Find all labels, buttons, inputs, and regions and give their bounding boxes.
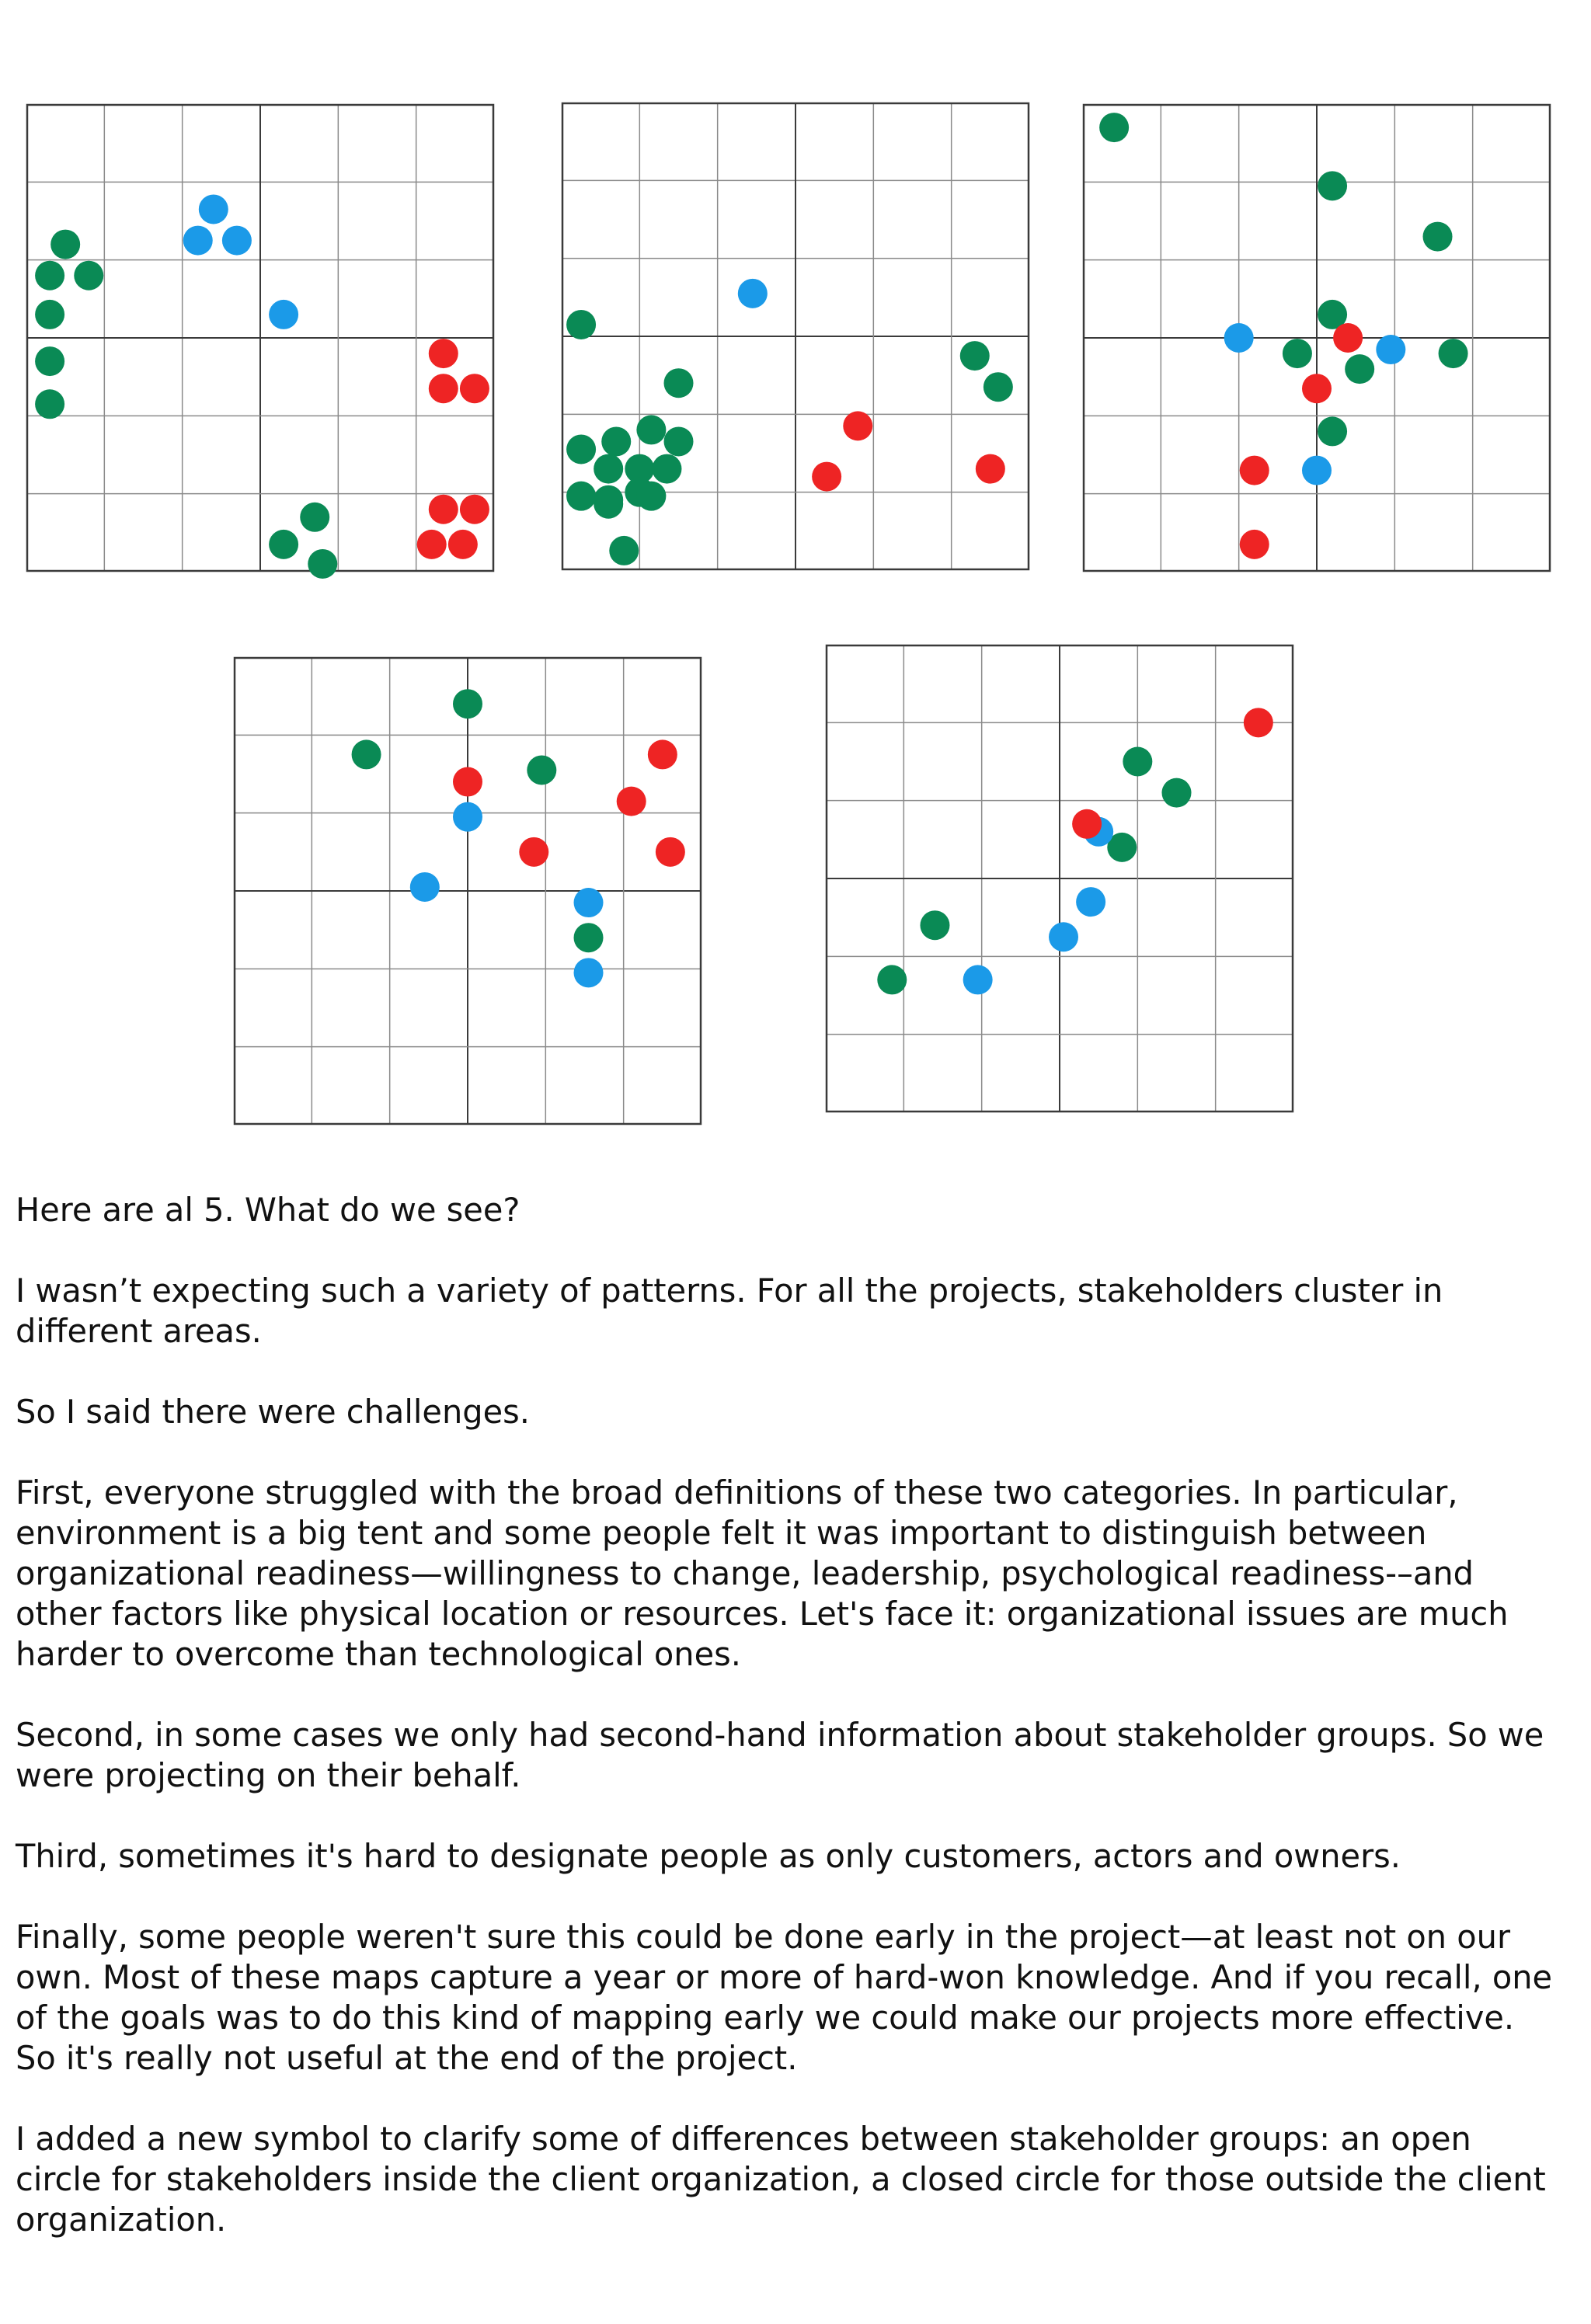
green-stakeholder-point [960, 341, 990, 371]
red-stakeholder-point [976, 454, 1005, 484]
green-stakeholder-point [594, 489, 623, 519]
paragraph-challenges: So I said there were challenges. [16, 1393, 530, 1431]
red-stakeholder-point [460, 374, 489, 403]
blue-stakeholder-point [410, 872, 440, 902]
green-stakeholder-point [1345, 354, 1374, 384]
stakeholder-map-3 [1083, 104, 1551, 572]
green-stakeholder-point [652, 454, 681, 484]
red-stakeholder-point [617, 787, 646, 816]
green-stakeholder-point [308, 549, 337, 579]
green-stakeholder-point [664, 426, 694, 456]
red-stakeholder-point [448, 530, 478, 559]
red-stakeholder-point [656, 837, 685, 867]
green-stakeholder-point [1283, 339, 1312, 368]
blue-stakeholder-point [574, 958, 604, 987]
green-stakeholder-point [35, 300, 64, 329]
green-stakeholder-point [1423, 222, 1453, 252]
stakeholder-map-1 [26, 104, 494, 572]
red-stakeholder-point [1333, 323, 1363, 353]
red-stakeholder-point [519, 837, 548, 867]
blue-stakeholder-point [963, 965, 993, 994]
red-stakeholder-point [1072, 809, 1102, 839]
green-stakeholder-point [50, 230, 80, 259]
blue-stakeholder-point [183, 226, 213, 256]
green-stakeholder-point [35, 389, 64, 419]
blue-stakeholder-point [574, 888, 604, 917]
green-stakeholder-point [74, 261, 103, 290]
green-stakeholder-point [1439, 339, 1468, 368]
red-stakeholder-point [843, 411, 872, 440]
blue-stakeholder-point [222, 226, 252, 256]
blue-stakeholder-point [1224, 323, 1254, 353]
red-stakeholder-point [417, 530, 447, 559]
blue-stakeholder-point [199, 194, 228, 224]
blue-stakeholder-point [1076, 887, 1105, 917]
paragraph-new-symbol: I added a new symbol to clarify some of differences between stakeholder groups: an open circle for stakeholders inside the client organization, a closed circle for those outside the client organization. [16, 2120, 1546, 2239]
green-stakeholder-point [636, 482, 666, 511]
green-stakeholder-point [609, 536, 639, 565]
green-stakeholder-point [566, 434, 596, 464]
red-stakeholder-point [1240, 456, 1269, 485]
green-stakeholder-point [877, 965, 907, 994]
stakeholder-map-2 [562, 103, 1029, 570]
green-stakeholder-point [566, 482, 596, 511]
red-stakeholder-point [1244, 708, 1273, 737]
blue-stakeholder-point [1049, 922, 1078, 952]
green-stakeholder-point [566, 310, 596, 339]
green-stakeholder-point [35, 346, 64, 376]
red-stakeholder-point [1302, 374, 1332, 403]
green-stakeholder-point [35, 261, 64, 290]
blue-stakeholder-point [453, 802, 482, 832]
body-text [16, 1190, 1561, 2281]
green-stakeholder-point [453, 689, 482, 718]
paragraph-third: Third, sometimes it's hard to designate people as only customers, actors and owners. [16, 1837, 1401, 1875]
green-stakeholder-point [601, 426, 631, 456]
paragraph-observation: I wasn’t expecting such a variety of patterns. For all the projects, stakeholders cluster in different areas. [16, 1272, 1443, 1350]
paragraph-second: Second, in some cases we only had second-hand information about stakeholder groups. So we were projecting on their behalf. [16, 1716, 1544, 1794]
blue-stakeholder-point [269, 300, 298, 329]
red-stakeholder-point [429, 339, 458, 368]
green-stakeholder-point [664, 368, 694, 398]
green-stakeholder-point [983, 372, 1013, 402]
red-stakeholder-point [1240, 530, 1269, 559]
green-stakeholder-point [352, 739, 381, 769]
green-stakeholder-point [636, 415, 666, 444]
red-stakeholder-point [453, 767, 482, 797]
green-stakeholder-point [594, 454, 623, 484]
red-stakeholder-point [812, 462, 841, 492]
green-stakeholder-point [1162, 778, 1192, 808]
paragraph-first: First, everyone struggled with the broad definitions of these two categories. In particular, environment is a big tent and some people felt it was important to distinguish between organizational readiness—willingness to change, leadership, psychological readiness-–and other factors like physical location or resources. Let's face it: organizational issues are much harder to overcome than technological ones. [16, 1473, 1509, 1673]
green-stakeholder-point [920, 910, 949, 940]
green-stakeholder-point [1318, 416, 1347, 446]
red-stakeholder-point [429, 495, 458, 524]
green-stakeholder-point [1123, 747, 1152, 777]
stakeholder-map-4 [234, 657, 702, 1125]
red-stakeholder-point [648, 739, 677, 769]
stakeholder-map-5 [826, 645, 1293, 1112]
green-stakeholder-point [300, 503, 329, 532]
red-stakeholder-point [429, 374, 458, 403]
green-stakeholder-point [574, 923, 604, 952]
blue-stakeholder-point [738, 279, 768, 308]
green-stakeholder-point [1318, 171, 1347, 200]
green-stakeholder-point [527, 755, 556, 785]
green-stakeholder-point [1099, 113, 1129, 142]
paragraph-finally: Finally, some people weren't sure this could be done early in the project—at least not on our own. Most of these maps capture a year or more of hard-won knowledge. And if you recall, one of the goals was to do this kind of mapping early we could make our projects more effective. So it's really not useful at the end of the project. [16, 1918, 1553, 2077]
red-stakeholder-point [460, 495, 489, 524]
paragraph-intro: Here are al 5. What do we see? [16, 1191, 520, 1229]
green-stakeholder-point [269, 530, 298, 559]
blue-stakeholder-point [1376, 335, 1405, 364]
blue-stakeholder-point [1302, 456, 1332, 485]
